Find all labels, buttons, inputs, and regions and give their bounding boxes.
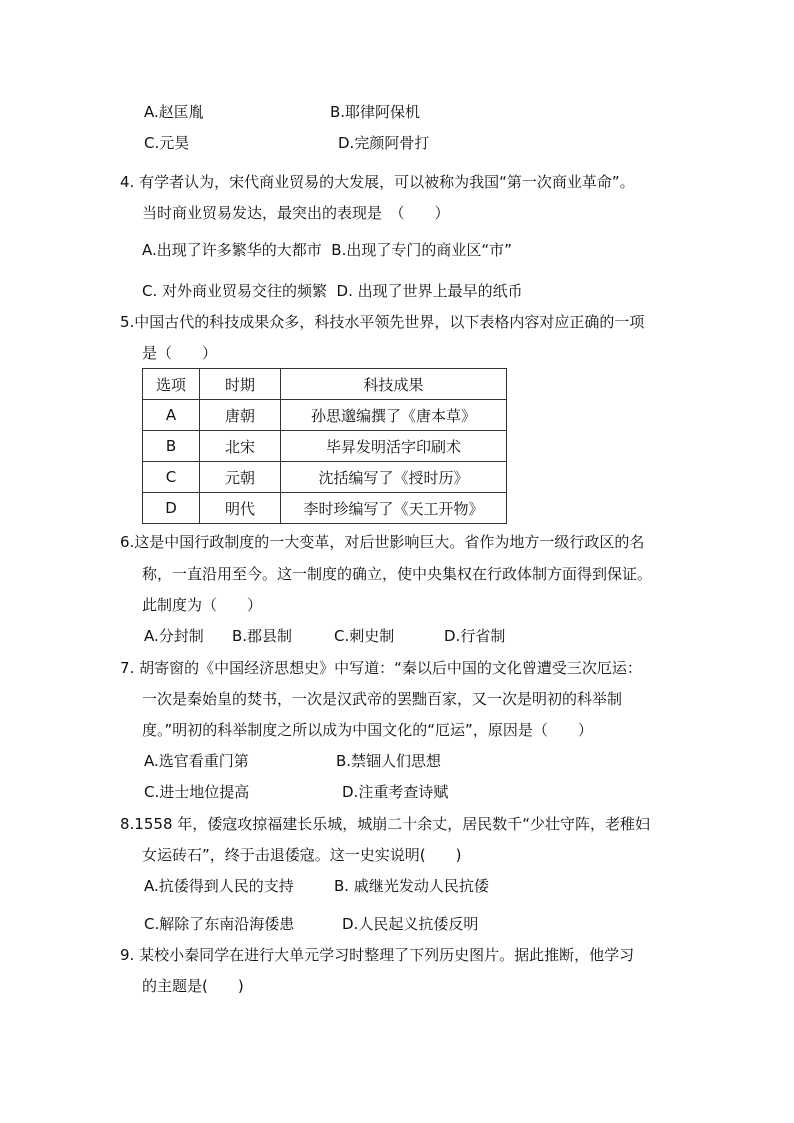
q7-option-c: C.进士地位提高	[144, 783, 250, 801]
q3-option-b: B.耶律阿保机	[330, 103, 421, 121]
q7-option-d: D.注重考查诗赋	[342, 783, 449, 801]
table-cell: D	[143, 493, 200, 524]
q6-option-a: A.分封制	[144, 627, 204, 645]
q7-option-b: B.禁锢人们思想	[336, 752, 442, 770]
q8-option-a: A.抗倭得到人民的支持	[144, 877, 294, 895]
table-header: 时期	[200, 369, 281, 400]
q3-option-c: C.元昊	[144, 134, 190, 152]
tech-achievements-table	[142, 368, 507, 524]
q6-option-b: B.郡县制	[232, 627, 293, 645]
q8-option-b: B. 戚继光发动人民抗倭	[334, 877, 489, 895]
table-cell: 元朝	[200, 462, 281, 493]
table-cell: B	[143, 431, 200, 462]
q6-option-c: C.刺史制	[334, 627, 395, 645]
table-cell: C	[143, 462, 200, 493]
q4-options-cd: C. 对外商业贸易交往的频繁 D. 出现了世界上最早的纸币	[142, 282, 523, 300]
q6-stem-line1: 6.这是中国行政制度的一大变革，对后世影响巨大。省作为地方一级行政区的名	[120, 533, 645, 551]
q6-option-d: D.行省制	[444, 627, 506, 645]
table-header-row	[143, 369, 507, 400]
table-row	[143, 431, 507, 462]
q4-stem-line2: 当时商业贸易发达，最突出的表现是 （ ）	[142, 204, 450, 222]
table-header: 选项	[143, 369, 200, 400]
q7-stem-line3: 度。”明初的科举制度之所以成为中国文化的“厄运”，原因是（ ）	[142, 721, 593, 739]
q7-option-a: A.选官看重门第	[144, 752, 249, 770]
q3-option-d: D.完颜阿骨打	[338, 134, 430, 152]
q8-option-c: C.解除了东南沿海倭患	[144, 915, 295, 933]
table-cell: 毕昇发明活字印刷术	[281, 431, 507, 462]
table-cell: 孙思邈编撰了《唐本草》	[281, 400, 507, 431]
q5-stem-line2: 是（ ）	[142, 344, 218, 362]
table-row	[143, 400, 507, 431]
table-row	[143, 493, 507, 524]
q8-stem-line2: 女运砖石”，终于击退倭寇。这一史实说明( )	[142, 846, 462, 864]
q7-stem-line1: 7. 胡寄窗的《中国经济思想史》中写道：“秦以后中国的文化曾遭受三次厄运：	[120, 659, 642, 677]
table-cell: A	[143, 400, 200, 431]
q7-stem-line2: 一次是秦始皇的焚书，一次是汉武帝的罢黜百家，又一次是明初的科举制	[142, 690, 623, 708]
table-cell: 明代	[200, 493, 281, 524]
table-cell: 沈括编写了《授时历》	[281, 462, 507, 493]
table-cell: 北宋	[200, 431, 281, 462]
q8-option-d: D.人民起义抗倭反明	[342, 915, 479, 933]
table-row	[143, 462, 507, 493]
q4-options-ab: A.出现了许多繁华的大都市 B.出现了专门的商业区“市”	[142, 241, 512, 259]
q3-option-a: A.赵匡胤	[144, 103, 204, 121]
q9-stem-line2: 的主题是( )	[142, 977, 244, 995]
q6-stem-line2: 称，一直沿用至今。这一制度的确立，使中央集权在行政体制方面得到保证。	[142, 565, 653, 583]
q9-stem-line1: 9. 某校小秦同学在进行大单元学习时整理了下列历史图片。据此推断，他学习	[120, 946, 635, 964]
table-cell: 唐朝	[200, 400, 281, 431]
q8-stem-line1: 8.1558 年，倭寇攻掠福建长乐城，城崩二十余丈，居民数千“少壮守阵，老稚妇	[120, 815, 651, 833]
table-header: 科技成果	[281, 369, 507, 400]
q4-stem-line1: 4. 有学者认为，宋代商业贸易的大发展，可以被称为我国“第一次商业革命”。	[120, 173, 635, 191]
q6-stem-line3: 此制度为（ ）	[142, 596, 263, 614]
table-cell: 李时珍编写了《天工开物》	[281, 493, 507, 524]
q5-stem-line1: 5.中国古代的科技成果众多，科技水平领先世界，以下表格内容对应正确的一项	[120, 313, 645, 331]
